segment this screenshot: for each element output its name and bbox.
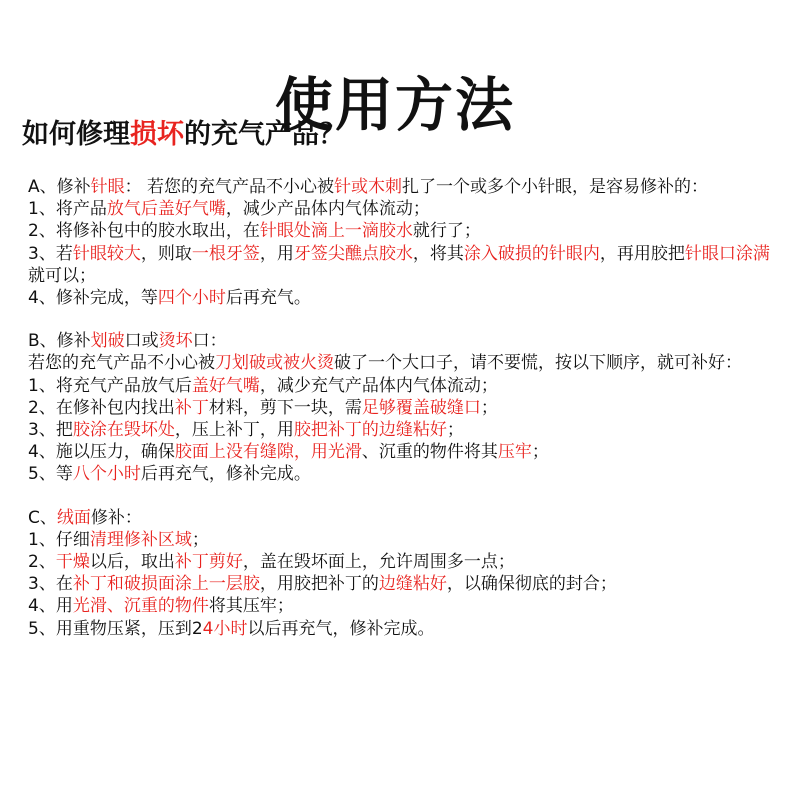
highlight-text: 补丁剪好 xyxy=(174,552,243,573)
plain-text: 后再充气，修补完成。 xyxy=(140,464,311,485)
highlight-text: 划破 xyxy=(90,331,125,352)
plain-text: 如何修理 xyxy=(22,119,130,150)
highlight-text: 八个小时 xyxy=(72,464,141,485)
highlight-text: 胶面上没有缝隙，用光滑 xyxy=(174,442,362,463)
highlight-text: 胶把补丁的边缝粘好 xyxy=(293,420,447,441)
plain-text: ，盖在毁坏面上，允许周围多一点； xyxy=(242,552,515,573)
plain-text: ，用胶把补丁的 xyxy=(259,574,379,595)
plain-text: ，减少充气产品体内气体流动； xyxy=(259,375,498,396)
highlight-text: 烫坏 xyxy=(158,331,193,352)
section-spacer xyxy=(28,309,780,330)
plain-text: 5、等 xyxy=(28,464,73,485)
plain-text: ； xyxy=(191,529,209,550)
highlight-text: 涂入破损的针眼内 xyxy=(463,243,600,264)
instruction-line xyxy=(28,551,780,573)
plain-text: 的充气产品？ xyxy=(184,119,346,150)
plain-text: 、沉重的物件将其 xyxy=(361,442,498,463)
highlight-text: 绒面 xyxy=(56,507,91,528)
highlight-text: 干燥 xyxy=(55,552,90,573)
plain-text: ： 若您的充气产品不小心被 xyxy=(124,177,335,197)
highlight-text: 足够覆盖破缝口 xyxy=(361,397,481,418)
instruction-line xyxy=(28,618,780,640)
plain-text: 就行了； xyxy=(412,221,481,242)
plain-text: 5、用重物压紧，压到2 xyxy=(28,618,203,639)
plain-text: 2、将修补包中的胶水取出，在 xyxy=(28,221,260,242)
plain-text: 4、修补完成，等 xyxy=(28,288,158,309)
highlight-text: 盖好气嘴 xyxy=(191,375,260,396)
instruction-line xyxy=(28,243,780,287)
plain-text: 1、将充气产品放气后 xyxy=(28,375,192,396)
highlight-text: 清理修补区域 xyxy=(89,529,192,550)
plain-text: 将其压牢； xyxy=(208,596,294,617)
section-heading-line xyxy=(28,330,780,352)
highlight-text: 一根牙签 xyxy=(191,243,260,264)
plain-text: 以后再充气，修补完成。 xyxy=(247,618,435,639)
plain-text: 4、用 xyxy=(28,596,73,617)
instruction-line xyxy=(28,397,780,419)
section-heading-line xyxy=(28,176,780,198)
plain-text: 后再充气。 xyxy=(225,288,311,309)
plain-text: 就可以； xyxy=(28,265,96,286)
plain-text: 以后，取出 xyxy=(89,552,175,573)
plain-text: 3、在 xyxy=(28,574,73,595)
highlight-text: 胶涂在毁坏处 xyxy=(72,420,175,441)
highlight-text: 压牢 xyxy=(497,442,532,463)
plain-text: 2、 xyxy=(28,552,56,573)
highlight-text: 针眼 xyxy=(90,177,125,197)
highlight-text: 放气后盖好气嘴 xyxy=(106,199,226,220)
plain-text: ，用 xyxy=(259,243,294,264)
plain-text: ，再用胶把 xyxy=(599,243,685,264)
instruction-line xyxy=(28,529,780,551)
highlight-text: 4小时 xyxy=(202,618,248,639)
instructions-body xyxy=(28,176,780,640)
plain-text: 口或 xyxy=(124,331,159,352)
plain-text: 3、若 xyxy=(28,243,73,264)
instruction-line xyxy=(28,595,780,617)
plain-text: 修补： xyxy=(90,507,142,528)
plain-text: 1、将产品 xyxy=(28,199,107,220)
plain-text: 口： xyxy=(192,331,227,352)
instruction-line xyxy=(28,375,780,397)
plain-text: 1、仔细 xyxy=(28,529,90,550)
highlight-text: 针眼处滴上一滴胶水 xyxy=(259,221,413,242)
pinhole-repair-section xyxy=(28,176,780,309)
instruction-line xyxy=(28,352,780,374)
cut-burn-repair-section xyxy=(28,330,780,485)
section-heading-line xyxy=(28,507,780,529)
plain-text: ，以确保彻底的封合； xyxy=(446,574,617,595)
highlight-text: 刀划破或被火烫 xyxy=(215,353,334,374)
highlight-text: 损坏 xyxy=(130,119,184,150)
plain-text: ，则取 xyxy=(140,243,192,264)
plain-text: C、 xyxy=(28,507,57,528)
highlight-text: 光滑、沉重的物件 xyxy=(72,596,209,617)
page-title: 使用方法 xyxy=(274,70,515,139)
highlight-text: 补丁和破损面涂上一层胶 xyxy=(72,574,260,595)
instruction-line xyxy=(28,198,780,220)
plain-text: 破了一个大口子，请不要慌，按以下顺序，就可补好： xyxy=(334,353,742,374)
plain-text: 2、在修补包内找出 xyxy=(28,397,175,418)
instruction-line xyxy=(28,463,780,485)
subtitle xyxy=(22,117,346,153)
plain-text: 扎了一个或多个小针眼，是容易修补的： xyxy=(402,177,709,197)
plain-text: ； xyxy=(531,442,549,463)
instruction-line xyxy=(28,220,780,242)
section-spacer xyxy=(28,486,780,507)
highlight-text: 针眼较大 xyxy=(72,243,141,264)
instruction-line xyxy=(28,573,780,595)
plain-text: B、修补 xyxy=(28,331,91,352)
highlight-text: 四个小时 xyxy=(157,288,226,309)
highlight-text: 牙签尖醮点胶水 xyxy=(293,243,413,264)
highlight-text: 针或木刺 xyxy=(334,177,403,197)
plain-text: ，将其 xyxy=(412,243,464,264)
plain-text: ； xyxy=(446,420,464,441)
plain-text: 3、把 xyxy=(28,420,73,441)
highlight-text: 补丁 xyxy=(174,397,209,418)
highlight-text: 边缝粘好 xyxy=(378,574,447,595)
plain-text: A、修补 xyxy=(28,177,91,197)
plain-text: 4、施以压力，确保 xyxy=(28,442,175,463)
flocked-repair-section xyxy=(28,507,780,640)
plain-text: ，减少产品体内气体流动； xyxy=(225,199,430,220)
instruction-line xyxy=(28,441,780,463)
plain-text: ； xyxy=(480,397,498,418)
highlight-text: 针眼口涂满 xyxy=(684,243,770,264)
plain-text: ，压上补丁，用 xyxy=(174,420,294,441)
instruction-line xyxy=(28,287,780,309)
plain-text: 若您的充气产品不小心被 xyxy=(28,353,215,374)
instruction-line xyxy=(28,419,780,441)
plain-text: 材料，剪下一块，需 xyxy=(208,397,362,418)
